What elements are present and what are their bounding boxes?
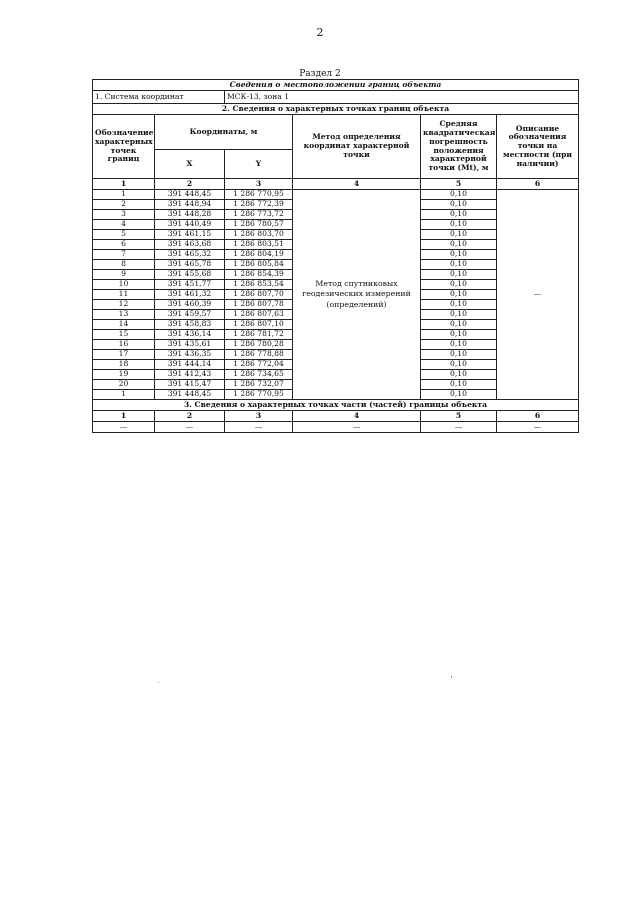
point-number: 1 <box>93 190 155 200</box>
point-accuracy: 0,10 <box>421 270 497 280</box>
point-x: 391 458,83 <box>155 320 225 330</box>
point-accuracy: 0,10 <box>421 250 497 260</box>
point-y: 1 286 734,65 <box>225 370 293 380</box>
coord-system-label: 1. Система координат <box>93 91 225 104</box>
block3-column-number: 5 <box>421 411 497 422</box>
point-x: 391 435,61 <box>155 340 225 350</box>
block3-column-number: 3 <box>225 411 293 422</box>
table-row <box>93 190 579 200</box>
point-accuracy: 0,10 <box>421 290 497 300</box>
point-y: 1 286 853,54 <box>225 280 293 290</box>
point-accuracy: 0,10 <box>421 310 497 320</box>
point-accuracy: 0,10 <box>421 200 497 210</box>
block3-value: — <box>93 422 155 433</box>
method-cell: Метод спутниковых геодезических измерений (определений) <box>293 190 421 400</box>
block2-title: 2. Сведения о характерных точках границ объекта <box>93 104 579 115</box>
block3-column-number: 6 <box>497 411 579 422</box>
point-y: 1 286 807,70 <box>225 290 293 300</box>
point-y: 1 286 732,07 <box>225 380 293 390</box>
header-coordinates: Координаты, м <box>155 115 293 150</box>
point-accuracy: 0,10 <box>421 300 497 310</box>
point-accuracy: 0,10 <box>421 380 497 390</box>
section-title: Раздел 2 <box>299 69 341 79</box>
point-x: 391 415,47 <box>155 380 225 390</box>
point-accuracy: 0,10 <box>421 390 497 400</box>
block3-column-number: 1 <box>93 411 155 422</box>
column-number: 2 <box>155 179 225 190</box>
point-y: 1 286 805,84 <box>225 260 293 270</box>
point-y: 1 286 803,70 <box>225 230 293 240</box>
header-x: X <box>155 150 225 179</box>
point-accuracy: 0,10 <box>421 350 497 360</box>
block3-value: — <box>225 422 293 433</box>
point-accuracy: 0,10 <box>421 240 497 250</box>
point-accuracy: 0,10 <box>421 280 497 290</box>
point-number: 20 <box>93 380 155 390</box>
point-x: 391 448,45 <box>155 390 225 400</box>
description-cell: — <box>497 190 579 400</box>
point-y: 1 286 778,88 <box>225 350 293 360</box>
point-number: 5 <box>93 230 155 240</box>
header-method: Метод определения координат характерной точки <box>293 115 421 179</box>
point-y: 1 286 804,19 <box>225 250 293 260</box>
point-y: 1 286 807,10 <box>225 320 293 330</box>
coord-system-value: МСК-13, зона 1 <box>225 91 579 104</box>
point-x: 391 459,57 <box>155 310 225 320</box>
point-accuracy: 0,10 <box>421 320 497 330</box>
point-x: 391 436,14 <box>155 330 225 340</box>
point-y: 1 286 772,04 <box>225 360 293 370</box>
header-accuracy: Средняя квадратическая погрешность положения характерной точки (Mt), м <box>421 115 497 179</box>
point-x: 391 465,32 <box>155 250 225 260</box>
point-x: 391 448,45 <box>155 190 225 200</box>
point-y: 1 286 803,51 <box>225 240 293 250</box>
point-x: 391 451,77 <box>155 280 225 290</box>
page-number: 2 <box>316 26 324 39</box>
point-x: 391 460,39 <box>155 300 225 310</box>
point-y: 1 286 772,39 <box>225 200 293 210</box>
point-y: 1 286 807,63 <box>225 310 293 320</box>
point-number: 4 <box>93 220 155 230</box>
point-x: 391 436,35 <box>155 350 225 360</box>
point-number: 7 <box>93 250 155 260</box>
point-number: 17 <box>93 350 155 360</box>
point-x: 391 444,14 <box>155 360 225 370</box>
point-y: 1 286 773,72 <box>225 210 293 220</box>
point-number: 1 <box>93 390 155 400</box>
point-y: 1 286 770,95 <box>225 390 293 400</box>
point-number: 15 <box>93 330 155 340</box>
point-x: 391 465,78 <box>155 260 225 270</box>
point-number: 16 <box>93 340 155 350</box>
column-number: 3 <box>225 179 293 190</box>
point-number: 13 <box>93 310 155 320</box>
point-accuracy: 0,10 <box>421 230 497 240</box>
point-number: 2 <box>93 200 155 210</box>
point-number: 6 <box>93 240 155 250</box>
point-accuracy: 0,10 <box>421 360 497 370</box>
point-accuracy: 0,10 <box>421 340 497 350</box>
point-number: 18 <box>93 360 155 370</box>
point-accuracy: 0,10 <box>421 210 497 220</box>
point-x: 391 448,28 <box>155 210 225 220</box>
point-number: 8 <box>93 260 155 270</box>
point-x: 391 412,43 <box>155 370 225 380</box>
point-y: 1 286 780,28 <box>225 340 293 350</box>
point-x: 391 463,68 <box>155 240 225 250</box>
header-description: Описание обозначения точки на местности (при наличии) <box>497 115 579 179</box>
scan-speck <box>158 682 159 683</box>
block3-title: 3. Сведения о характерных точках части (частей) границы объекта <box>93 400 579 411</box>
point-number: 10 <box>93 280 155 290</box>
point-y: 1 286 780,57 <box>225 220 293 230</box>
block3-value: — <box>293 422 421 433</box>
column-number: 5 <box>421 179 497 190</box>
point-number: 12 <box>93 300 155 310</box>
point-number: 3 <box>93 210 155 220</box>
block3-value: — <box>155 422 225 433</box>
point-x: 391 461,32 <box>155 290 225 300</box>
point-number: 19 <box>93 370 155 380</box>
block3-column-number: 4 <box>293 411 421 422</box>
column-number: 1 <box>93 179 155 190</box>
boundary-table <box>92 79 579 433</box>
scan-speck <box>451 676 452 678</box>
point-y: 1 286 770,95 <box>225 190 293 200</box>
header-point-designation: Обозначение характерных точек границ <box>93 115 155 179</box>
header-y: Y <box>225 150 293 179</box>
point-y: 1 286 807,78 <box>225 300 293 310</box>
point-x: 391 440,49 <box>155 220 225 230</box>
point-accuracy: 0,10 <box>421 220 497 230</box>
block3-column-number: 2 <box>155 411 225 422</box>
point-x: 391 448,94 <box>155 200 225 210</box>
column-number: 6 <box>497 179 579 190</box>
column-number: 4 <box>293 179 421 190</box>
point-number: 9 <box>93 270 155 280</box>
point-number: 11 <box>93 290 155 300</box>
point-accuracy: 0,10 <box>421 370 497 380</box>
point-accuracy: 0,10 <box>421 330 497 340</box>
point-accuracy: 0,10 <box>421 260 497 270</box>
block3-value: — <box>497 422 579 433</box>
block3-value: — <box>421 422 497 433</box>
block1-title: Сведения о местоположении границ объекта <box>93 80 579 91</box>
point-y: 1 286 854,39 <box>225 270 293 280</box>
point-accuracy: 0,10 <box>421 190 497 200</box>
point-x: 391 455,68 <box>155 270 225 280</box>
point-y: 1 286 781,72 <box>225 330 293 340</box>
point-number: 14 <box>93 320 155 330</box>
point-x: 391 461,15 <box>155 230 225 240</box>
